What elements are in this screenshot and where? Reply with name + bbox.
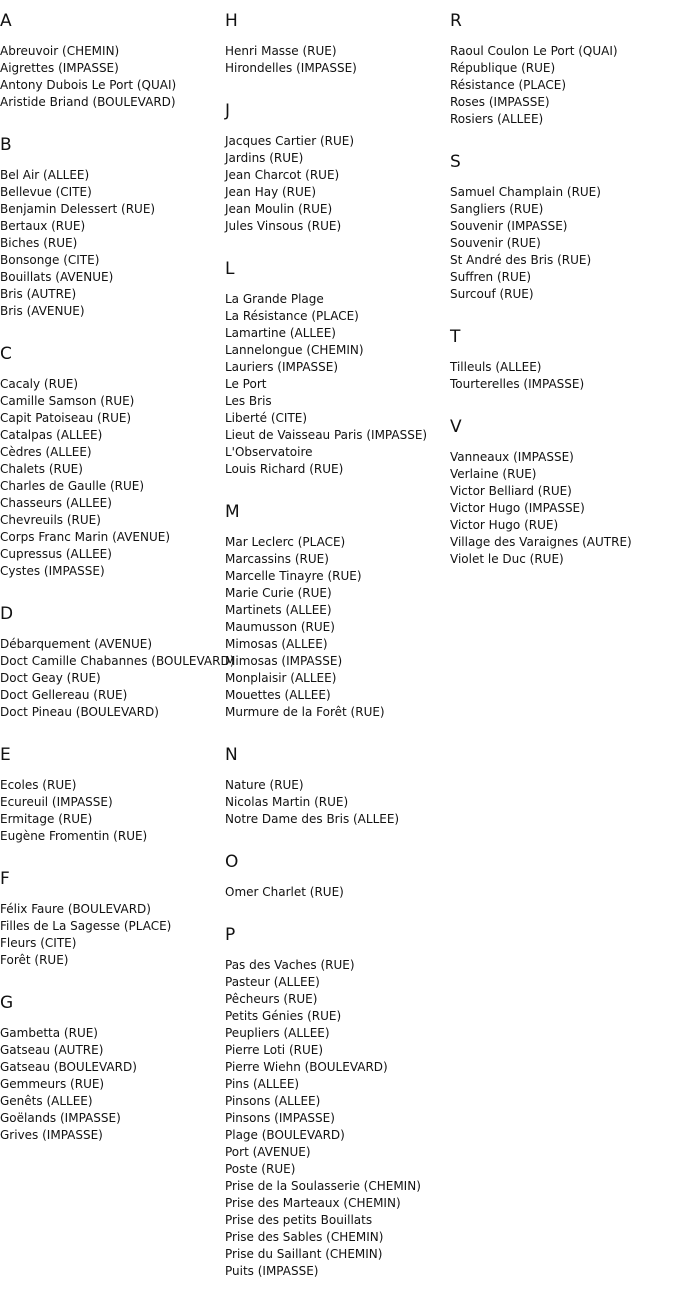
letter-heading: J	[225, 101, 231, 121]
street-link[interactable]: Jacques Cartier (RUE)	[225, 134, 355, 148]
letter-section	[225, 103, 450, 235]
letter-heading: B	[0, 135, 12, 155]
street-link[interactable]: Cacaly (RUE)	[0, 377, 78, 391]
street-link[interactable]: Prise de la Soulasserie (CHEMIN)	[225, 1179, 421, 1193]
street-link[interactable]: Biches (RUE)	[0, 236, 78, 250]
street-link[interactable]: Pas des Vaches (RUE)	[225, 958, 355, 972]
street-link[interactable]: Violet le Duc (RUE)	[450, 552, 564, 566]
street-link[interactable]: Antony Dubois Le Port (QUAI)	[0, 78, 177, 92]
street-link[interactable]: Gambetta (RUE)	[0, 1026, 98, 1040]
street-link[interactable]: Vanneaux (IMPASSE)	[450, 450, 574, 464]
street-link[interactable]: Verlaine (RUE)	[450, 467, 537, 481]
street-link[interactable]: Lamartine (ALLEE)	[225, 326, 336, 340]
street-link[interactable]: Doct Camille Chabannes (BOULEVARD)	[0, 654, 235, 668]
street-link[interactable]: La Grande Plage	[225, 292, 324, 306]
street-link[interactable]: Résistance (PLACE)	[450, 78, 566, 92]
street-link[interactable]: Capit Patoiseau (RUE)	[0, 411, 132, 425]
street-link[interactable]: République (RUE)	[450, 61, 556, 75]
street-link[interactable]: Liberté (CITE)	[225, 411, 308, 425]
index-column-2	[225, 0, 450, 1280]
street-link[interactable]: Pasteur (ALLEE)	[225, 975, 320, 989]
street-link[interactable]: St André des Bris (RUE)	[450, 253, 592, 267]
street-link[interactable]: Mimosas (IMPASSE)	[225, 654, 343, 668]
street-link[interactable]: Abreuvoir (CHEMIN)	[0, 44, 120, 58]
street-link[interactable]: Chevreuils (RUE)	[0, 513, 101, 527]
street-link[interactable]: Charles de Gaulle (RUE)	[0, 479, 145, 493]
street-link[interactable]: Hirondelles (IMPASSE)	[225, 61, 357, 75]
street-link[interactable]: Peupliers (ALLEE)	[225, 1026, 330, 1040]
street-link[interactable]: Prise des petits Bouillats	[225, 1213, 373, 1227]
street-link[interactable]: Fleurs (CITE)	[0, 936, 77, 950]
street-link[interactable]: Prise des Sables (CHEMIN)	[225, 1230, 384, 1244]
letter-heading: N	[225, 745, 238, 765]
street-link[interactable]: Pinsons (IMPASSE)	[225, 1111, 335, 1125]
street-link[interactable]: Lannelongue (CHEMIN)	[225, 343, 364, 357]
street-link[interactable]: Bertaux (RUE)	[0, 219, 86, 233]
letter-section	[0, 747, 225, 845]
street-link[interactable]: Nature (RUE)	[225, 778, 304, 792]
street-link[interactable]: Aristide Briand (BOULEVARD)	[0, 95, 176, 109]
street-link[interactable]: Cèdres (ALLEE)	[0, 445, 92, 459]
letter-heading: M	[225, 502, 240, 522]
letter-heading: H	[225, 11, 238, 31]
letter-heading: F	[0, 869, 10, 889]
street-link[interactable]: Corps Franc Marin (AVENUE)	[0, 530, 171, 544]
letter-section	[225, 261, 450, 478]
street-link[interactable]: Ermitage (RUE)	[0, 812, 93, 826]
street-link[interactable]: Lieut de Vaisseau Paris (IMPASSE)	[225, 428, 428, 442]
street-link[interactable]: Bris (AVENUE)	[0, 304, 85, 318]
letter-heading: O	[225, 852, 239, 872]
street-link[interactable]: Port (AVENUE)	[225, 1145, 311, 1159]
street-link[interactable]: Prise du Saillant (CHEMIN)	[225, 1247, 383, 1261]
letter-heading: V	[450, 417, 462, 437]
street-link[interactable]: L'Observatoire	[225, 445, 313, 459]
street-link[interactable]: Goëlands (IMPASSE)	[0, 1111, 121, 1125]
letter-section	[450, 154, 675, 303]
letter-section	[225, 504, 450, 721]
street-link[interactable]: Benjamin Delessert (RUE)	[0, 202, 156, 216]
street-link[interactable]: Notre Dame des Bris (ALLEE)	[225, 812, 400, 826]
street-link[interactable]: Gemmeurs (RUE)	[0, 1077, 105, 1091]
street-link[interactable]: Rosiers (ALLEE)	[450, 112, 544, 126]
street-link[interactable]: Gatseau (AUTRE)	[0, 1043, 104, 1057]
street-link[interactable]: Petits Génies (RUE)	[225, 1009, 342, 1023]
index-column-1	[0, 0, 235, 1144]
street-link[interactable]: Louis Richard (RUE)	[225, 462, 344, 476]
street-link[interactable]: Mar Leclerc (PLACE)	[225, 535, 346, 549]
street-link[interactable]: Souvenir (IMPASSE)	[450, 219, 568, 233]
street-link[interactable]: Souvenir (RUE)	[450, 236, 541, 250]
street-link[interactable]: Forêt (RUE)	[0, 953, 69, 967]
letter-heading: P	[225, 925, 236, 945]
street-link[interactable]: Mouettes (ALLEE)	[225, 688, 331, 702]
letter-section	[0, 995, 225, 1144]
letter-section	[225, 747, 450, 828]
street-link[interactable]: Pins (ALLEE)	[225, 1077, 300, 1091]
letter-section	[0, 0, 225, 111]
street-link[interactable]: Eugène Fromentin (RUE)	[0, 829, 148, 843]
letter-section	[225, 854, 450, 901]
street-link[interactable]: Le Port	[225, 377, 267, 391]
letter-section	[225, 927, 450, 1280]
street-link[interactable]: Aigrettes (IMPASSE)	[0, 61, 119, 75]
letter-heading: L	[225, 259, 235, 279]
street-link[interactable]: Maumusson (RUE)	[225, 620, 335, 634]
letter-heading: A	[0, 11, 12, 31]
street-link[interactable]: Roses (IMPASSE)	[450, 95, 550, 109]
street-link[interactable]: Tilleuls (ALLEE)	[450, 360, 542, 374]
street-link[interactable]: Doct Pineau (BOULEVARD)	[0, 705, 159, 719]
street-link[interactable]: Village des Varaignes (AUTRE)	[450, 535, 632, 549]
street-link[interactable]: Victor Hugo (RUE)	[450, 518, 559, 532]
street-link[interactable]: Marcassins (RUE)	[225, 552, 329, 566]
street-link[interactable]: Jean Moulin (RUE)	[225, 202, 333, 216]
street-link[interactable]: Lauriers (IMPASSE)	[225, 360, 339, 374]
street-link[interactable]: Raoul Coulon Le Port (QUAI)	[450, 44, 618, 58]
street-link[interactable]: Chasseurs (ALLEE)	[0, 496, 112, 510]
letter-heading: C	[0, 344, 12, 364]
street-link[interactable]: Cupressus (ALLEE)	[0, 547, 112, 561]
street-link[interactable]: Tourterelles (IMPASSE)	[450, 377, 585, 391]
street-link[interactable]: Surcouf (RUE)	[450, 287, 534, 301]
street-link[interactable]: Bonsonge (CITE)	[0, 253, 100, 267]
street-link[interactable]: Gatseau (BOULEVARD)	[0, 1060, 137, 1074]
street-link[interactable]: Jean Charcot (RUE)	[225, 168, 340, 182]
street-link[interactable]: Murmure de la Forêt (RUE)	[225, 705, 385, 719]
street-link[interactable]: Bris (AUTRE)	[0, 287, 77, 301]
street-link[interactable]: La Résistance (PLACE)	[225, 309, 359, 323]
street-link[interactable]: Filles de La Sagesse (PLACE)	[0, 919, 172, 933]
street-link[interactable]: Plage (BOULEVARD)	[225, 1128, 345, 1142]
street-link[interactable]: Bouillats (AVENUE)	[0, 270, 114, 284]
street-link[interactable]: Pierre Loti (RUE)	[225, 1043, 324, 1057]
letter-section	[450, 419, 675, 568]
street-link[interactable]: Doct Gellereau (RUE)	[0, 688, 128, 702]
street-link[interactable]: Henri Masse (RUE)	[225, 44, 337, 58]
letter-section	[0, 604, 235, 721]
street-link[interactable]: Samuel Champlain (RUE)	[450, 185, 601, 199]
street-link[interactable]: Pinsons (ALLEE)	[225, 1094, 321, 1108]
street-link[interactable]: Puits (IMPASSE)	[225, 1264, 319, 1278]
street-link[interactable]: Débarquement (AVENUE)	[0, 637, 153, 651]
street-link[interactable]: Nicolas Martin (RUE)	[225, 795, 349, 809]
street-link[interactable]: Pêcheurs (RUE)	[225, 992, 318, 1006]
street-link[interactable]: Félix Faure (BOULEVARD)	[0, 902, 151, 916]
street-link[interactable]: Monplaisir (ALLEE)	[225, 671, 337, 685]
street-link[interactable]: Cystes (IMPASSE)	[0, 564, 105, 578]
letter-section	[0, 137, 225, 320]
letter-heading: D	[0, 604, 14, 624]
street-link[interactable]: Jardins (RUE)	[225, 151, 304, 165]
street-link[interactable]: Bellevue (CITE)	[0, 185, 92, 199]
street-link[interactable]: Doct Geay (RUE)	[0, 671, 101, 685]
street-link[interactable]: Ecureuil (IMPASSE)	[0, 795, 113, 809]
street-link[interactable]: Victor Belliard (RUE)	[450, 484, 572, 498]
street-link[interactable]: Pierre Wiehn (BOULEVARD)	[225, 1060, 388, 1074]
street-link[interactable]: Mimosas (ALLEE)	[225, 637, 328, 651]
street-link[interactable]: Omer Charlet (RUE)	[225, 885, 344, 899]
street-link[interactable]: Genêts (ALLEE)	[0, 1094, 93, 1108]
index-column-3	[450, 0, 675, 568]
letter-section	[0, 871, 225, 969]
street-link[interactable]: Catalpas (ALLEE)	[0, 428, 103, 442]
street-link[interactable]: Sangliers (RUE)	[450, 202, 544, 216]
street-link[interactable]: Ecoles (RUE)	[0, 778, 77, 792]
street-link[interactable]: Victor Hugo (IMPASSE)	[450, 501, 585, 515]
letter-heading: R	[450, 11, 462, 31]
letter-heading: E	[0, 745, 11, 765]
letter-heading: S	[450, 152, 461, 172]
letter-section	[450, 0, 675, 128]
street-link[interactable]: Grives (IMPASSE)	[0, 1128, 103, 1142]
street-link[interactable]: Camille Samson (RUE)	[0, 394, 135, 408]
street-link[interactable]: Suffren (RUE)	[450, 270, 532, 284]
street-link[interactable]: Jules Vinsous (RUE)	[225, 219, 342, 233]
street-link[interactable]: Bel Air (ALLEE)	[0, 168, 90, 182]
street-link[interactable]: Poste (RUE)	[225, 1162, 296, 1176]
letter-section	[225, 0, 450, 77]
letter-heading: T	[450, 327, 461, 347]
street-link[interactable]: Chalets (RUE)	[0, 462, 83, 476]
street-link[interactable]: Martinets (ALLEE)	[225, 603, 332, 617]
letter-heading: G	[0, 993, 14, 1013]
letter-section	[450, 329, 675, 393]
street-link[interactable]: Prise des Marteaux (CHEMIN)	[225, 1196, 401, 1210]
letter-section	[0, 346, 225, 580]
street-link[interactable]: Jean Hay (RUE)	[225, 185, 317, 199]
street-link[interactable]: Marcelle Tinayre (RUE)	[225, 569, 362, 583]
street-link[interactable]: Marie Curie (RUE)	[225, 586, 332, 600]
street-link[interactable]: Les Bris	[225, 394, 272, 408]
